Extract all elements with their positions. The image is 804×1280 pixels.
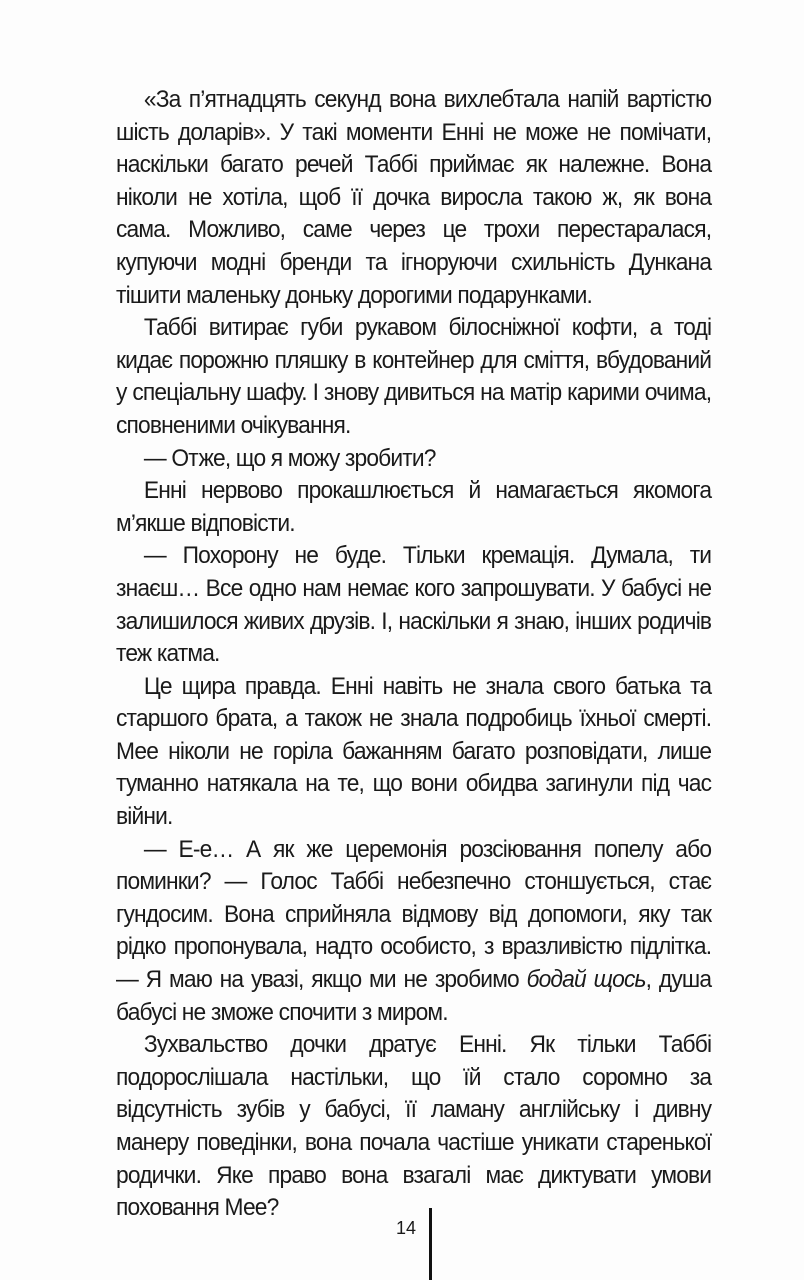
paragraph-5: Зухвальство дочки дратує Енні. Як тільки Таббі подорослішала настільки, що їй стало соромно за відсутність зубів у бабусі, її ламану англійську і дивну манеру поведінки, вона почала частіше уникати старенької родички. Яке право вона взагалі має диктувати умови поховання Мее? bbox=[116, 1031, 712, 1222]
page-rule bbox=[429, 1208, 432, 1280]
page-number: 14 bbox=[396, 1218, 417, 1238]
paragraph-3: Енні нервово прокашлюється й намагається якомога м’якше відповісти. bbox=[116, 477, 712, 537]
dialogue-line-1: — Отже, що я можу зробити? bbox=[143, 444, 436, 472]
paragraph-4: Це щира правда. Енні навіть не знала свого батька та старшого брата, а також не знала подробиць їхньої смерті. Мее ніколи не горіла бажанням багато розповідати, лише туманно натякала на те, що вони обидва загинули під час війни. bbox=[116, 672, 712, 831]
dialogue-line-3-start: — Е-е… А як же церемонія розсіювання попелу або поминки? — Голос Таббі небезпечно стоншується, стає гундосим. Вона сприйняла відмову від допомоги, яку так рідко пропонувала, надто особисто, з вразливістю підлітка. — Я маю на увазі, якщо ми не зробимо bbox=[116, 835, 712, 994]
paragraph-2: Таббі витирає губи рукавом білосніжної кофти, а тоді кидає порожню пляшку в контейнер для сміття, вбудований у спеціальну шафу. І знову дивиться на матір карими очима, сповненими очікування. bbox=[116, 314, 712, 439]
body-text bbox=[116, 84, 711, 1225]
dialogue-line-3 bbox=[116, 834, 711, 1030]
emphasized-phrase: бодай щось bbox=[526, 966, 646, 994]
paragraph-1: «За п’ятнадцять секунд вона вихлебтала напій вартістю шість доларів». У такі моменти Енні не може не помічати, наскільки багато речей Таббі приймає як належне. Вона ніколи не хотіла, щоб її дочка виросла такою ж, як вона сама. Можливо, саме через це трохи перестаралася, купуючи модні бренди та ігноруючи схильність Дункана тішити маленьку доньку дорогими подарунками. bbox=[116, 86, 712, 309]
dialogue-line-3-end: , душа бабусі не зможе спочити з миром. bbox=[116, 966, 712, 1026]
dialogue-line-2: — Похорону не буде. Тільки кремація. Думала, ти знаєш… Все одно нам немає кого запрошувати. У бабусі не залишилося живих друзів. І, наскільки я знаю, інших родичів теж катма. bbox=[116, 542, 712, 668]
